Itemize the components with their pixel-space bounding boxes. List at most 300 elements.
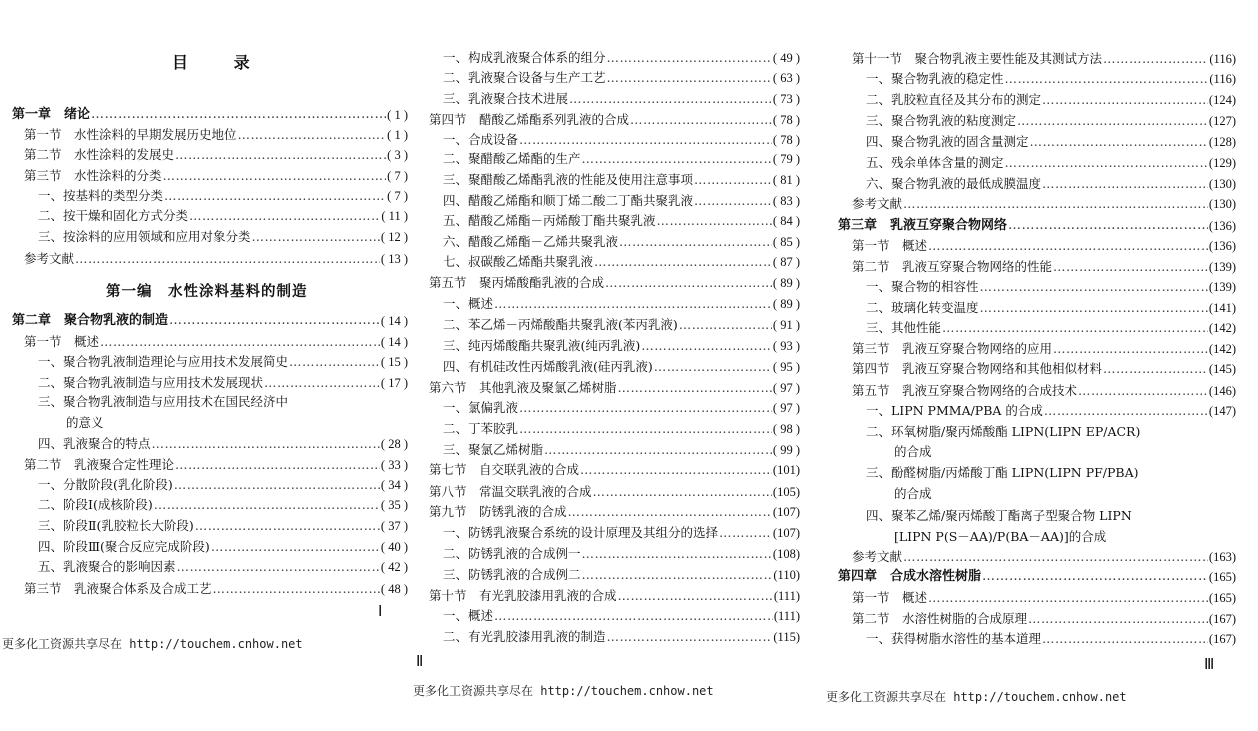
- footer-link-3: 更多化工资源共享尽在 http://touchem.cnhow.net: [826, 690, 1127, 704]
- toc-entry: [443, 398, 800, 418]
- toc-entry-page: (130): [1208, 197, 1236, 211]
- toc-entry: [443, 191, 800, 211]
- toc-entry: [24, 125, 408, 145]
- toc-entry-page: ( 33 ): [380, 458, 408, 472]
- dot-leader: [618, 586, 773, 606]
- toc-entry-title: 第一节 概述: [852, 238, 928, 253]
- dot-leader: [694, 191, 772, 211]
- toc-entry-title: 二、有光乳胶漆用乳液的制造: [443, 629, 606, 644]
- toc-entry-page: ( 89 ): [772, 297, 800, 311]
- toc-entry-page: ( 99 ): [772, 443, 800, 457]
- toc-entry: [38, 537, 408, 557]
- dot-leader: [593, 482, 772, 502]
- toc-entry-page: (165): [1208, 570, 1236, 584]
- toc-entry-page: (107): [772, 526, 800, 540]
- toc-entry: [894, 484, 1236, 504]
- toc-entry: [38, 495, 408, 515]
- dot-leader: [1030, 132, 1208, 152]
- dot-leader: [928, 588, 1208, 608]
- toc-entry: [443, 315, 800, 335]
- toc-entry-page: ( 48 ): [380, 582, 408, 596]
- toc-entry-page: ( 97 ): [772, 401, 800, 415]
- toc-entry-page: (142): [1208, 342, 1236, 356]
- toc-entry-page: (130): [1208, 177, 1236, 191]
- toc-entry-page: ( 63 ): [772, 71, 800, 85]
- toc-entry: [852, 547, 1236, 567]
- toc-entry: [38, 516, 408, 536]
- dot-leader: [195, 516, 380, 536]
- toc-entry: [38, 352, 408, 372]
- toc-entry-title: 二、环氧树脂/聚丙烯酸酯 LIPN(LIPN EP/ACR): [866, 424, 1141, 439]
- toc-entry: [852, 381, 1236, 401]
- dot-leader: [177, 557, 380, 577]
- toc-entry-title: 二、乳胶粒直径及其分布的测定: [866, 92, 1042, 107]
- toc-entry: [866, 174, 1236, 194]
- toc-entry: [443, 211, 800, 231]
- toc-entry-page: ( 11 ): [381, 209, 408, 223]
- toc-entry-title: 一、聚合物的相容性: [866, 279, 979, 294]
- dot-leader: [1017, 111, 1208, 131]
- toc-entry-title: 二、防锈乳液的合成例一: [443, 546, 581, 561]
- toc-entry: [866, 506, 1236, 526]
- dot-leader: [544, 440, 772, 460]
- toc-entry: [38, 373, 408, 393]
- toc-entry: [866, 153, 1236, 173]
- toc-entry-title: 四、有机硅改性丙烯酸乳液(硅丙乳液): [443, 359, 653, 374]
- toc-entry-page: (115): [773, 630, 800, 644]
- dot-leader: [569, 89, 772, 109]
- toc-entry-page: (147): [1208, 404, 1236, 418]
- toc-entry-title: 第三节 乳液聚合体系及合成工艺: [24, 581, 212, 596]
- toc-entry: [24, 145, 408, 165]
- toc-entry: [866, 422, 1236, 442]
- toc-entry-page: (145): [1208, 362, 1236, 376]
- dot-leader: [289, 352, 380, 372]
- toc-entry-title: 一、氯偏乳液: [443, 400, 519, 415]
- toc-entry: [38, 557, 408, 577]
- toc-entry: [24, 579, 408, 599]
- toc-entry: [866, 298, 1236, 318]
- dot-leader: [619, 232, 772, 252]
- toc-entry: [443, 544, 800, 564]
- toc-entry-page: (107): [772, 505, 800, 519]
- dot-leader: [174, 475, 380, 495]
- toc-entry-title: 的合成: [894, 486, 932, 501]
- toc-entry-title: [LIPN P(S－AA)/P(BA－AA)]的合成: [894, 529, 1107, 544]
- toc-entry-page: ( 91 ): [772, 318, 800, 332]
- toc-entry-title: 三、纯丙烯酸酯共聚乳液(纯丙乳液): [443, 338, 641, 353]
- dot-leader: [175, 145, 386, 165]
- toc-entry: [38, 227, 408, 247]
- toc-entry: [852, 609, 1236, 629]
- dot-leader: [607, 48, 772, 68]
- toc-entry: [443, 606, 800, 626]
- toc-entry-title: 第一节 概述: [24, 334, 100, 349]
- dot-leader: [1078, 381, 1208, 401]
- toc-entry: [443, 89, 800, 109]
- toc-entry-title: 五、乳液聚合的影响因素: [38, 559, 176, 574]
- dot-leader: [903, 547, 1208, 567]
- toc-entry: [24, 332, 408, 352]
- toc-entry-title: 二、聚醋酸乙烯酯的生产: [443, 151, 581, 166]
- page-title: 目 录: [172, 53, 270, 72]
- toc-entry-title: 参考文献: [852, 549, 903, 564]
- dot-leader: [582, 565, 773, 585]
- dot-leader: [1053, 257, 1208, 277]
- dot-leader: [657, 211, 772, 231]
- toc-entry-page: (165): [1208, 591, 1236, 605]
- dot-leader: [1008, 216, 1208, 236]
- toc-entry: [443, 627, 800, 647]
- toc-entry-page: (139): [1208, 280, 1236, 294]
- dot-leader: [264, 373, 380, 393]
- toc-entry-page: ( 83 ): [772, 194, 800, 208]
- toc-entry-page: ( 93 ): [772, 339, 800, 353]
- dot-leader: [1044, 401, 1208, 421]
- toc-entry-page: (111): [773, 589, 800, 603]
- toc-entry: [866, 277, 1236, 297]
- toc-entry: [38, 434, 408, 454]
- dot-leader: [582, 149, 772, 169]
- toc-entry-page: ( 81 ): [772, 173, 800, 187]
- toc-entry-page: ( 49 ): [772, 51, 800, 65]
- toc-entry: [443, 440, 800, 460]
- toc-entry-page: ( 97 ): [772, 381, 800, 395]
- toc-entry-title: 一、分散阶段(乳化阶段): [38, 477, 173, 492]
- toc-entry-title: 第一章 绪论: [12, 107, 91, 122]
- toc-entry: [852, 588, 1236, 608]
- toc-entry: [38, 206, 408, 226]
- toc-entry: [852, 49, 1236, 69]
- toc-entry-title: 第十节 有光乳胶漆用乳液的合成: [429, 588, 617, 603]
- toc-entry-page: (110): [773, 568, 800, 582]
- toc-entry-page: ( 12 ): [380, 230, 408, 244]
- dot-leader: [189, 206, 380, 226]
- toc-entry: [24, 166, 408, 186]
- toc-entry-title: 的意义: [66, 415, 104, 430]
- toc-entry-page: ( 3 ): [387, 148, 408, 162]
- dot-leader: [169, 311, 380, 331]
- toc-entry-page: ( 1 ): [387, 128, 408, 142]
- dot-leader: [1005, 69, 1209, 89]
- dot-leader: [1005, 153, 1208, 173]
- toc-entry-title: 第三节 水性涂料的分类: [24, 168, 162, 183]
- toc-entry-title: 参考文献: [24, 251, 75, 266]
- dot-leader: [1103, 49, 1208, 69]
- dot-leader: [152, 434, 380, 454]
- toc-entry-title: 第四节 醋酸乙烯酯系列乳液的合成: [429, 112, 630, 127]
- toc-entry: [38, 392, 408, 412]
- toc-entry-page: (111): [773, 609, 800, 623]
- toc-entry-title: 二、阶段Ⅰ(成核阶段): [38, 497, 153, 512]
- toc-entry-title: 四、乳液聚合的特点: [38, 436, 151, 451]
- toc-entry: [38, 475, 408, 495]
- toc-entry: [443, 232, 800, 252]
- toc-entry-page: (167): [1208, 612, 1236, 626]
- toc-entry: [866, 132, 1236, 152]
- toc-entry: [866, 401, 1236, 421]
- toc-entry-page: ( 40 ): [380, 540, 408, 554]
- toc-entry-page: ( 89 ): [772, 276, 800, 290]
- toc-entry-title: 三、酚醛树脂/丙烯酸丁酯 LIPN(LIPN PF/PBA): [866, 465, 1139, 480]
- toc-entry-title: 第八节 常温交联乳液的合成: [429, 484, 592, 499]
- toc-entry-title: 第四节 乳液互穿聚合物网络和其他相似材料: [852, 361, 1103, 376]
- toc-entry-page: (136): [1208, 219, 1236, 233]
- part-title: 第一编 水性涂料基料的制造: [106, 283, 308, 300]
- toc-entry-title: 一、概述: [443, 608, 494, 623]
- toc-entry: [852, 236, 1236, 256]
- toc-entry-page: ( 7 ): [387, 169, 408, 183]
- toc-entry-page: ( 34 ): [380, 478, 408, 492]
- toc-entry-page: ( 15 ): [380, 355, 408, 369]
- dot-leader: [164, 186, 386, 206]
- toc-entry-page: (128): [1208, 135, 1236, 149]
- toc-entry: [429, 378, 800, 398]
- dot-leader: [213, 579, 380, 599]
- toc-entry: [443, 357, 800, 377]
- toc-entry-page: ( 1 ): [387, 108, 408, 122]
- toc-entry: [443, 170, 800, 190]
- dot-leader: [694, 170, 772, 190]
- toc-entry-page: ( 78 ): [772, 133, 800, 147]
- dot-leader: [980, 277, 1208, 297]
- page-folio-1: Ⅰ: [378, 604, 383, 620]
- toc-entry-page: (105): [772, 485, 800, 499]
- toc-entry-page: (136): [1208, 239, 1236, 253]
- toc-entry-title: 第六节 其他乳液及聚氯乙烯树脂: [429, 380, 617, 395]
- dot-leader: [903, 194, 1208, 214]
- toc-entry-page: (139): [1208, 260, 1236, 274]
- toc-entry-page: (116): [1209, 52, 1236, 66]
- toc-entry-title: 第一节 概述: [852, 590, 928, 605]
- toc-entry: [429, 502, 800, 522]
- dot-leader: [679, 315, 772, 335]
- dot-leader: [1042, 629, 1208, 649]
- toc-entry-title: 三、乳液聚合技术进展: [443, 91, 569, 106]
- toc-entry: [443, 523, 800, 543]
- toc-entry-page: (129): [1208, 156, 1236, 170]
- toc-entry-title: 第十一节 聚合物乳液主要性能及其测试方法: [852, 51, 1103, 66]
- toc-entry: [866, 463, 1236, 483]
- toc-entry-page: (124): [1208, 93, 1236, 107]
- toc-entry: [852, 194, 1236, 214]
- toc-entry-page: ( 85 ): [772, 235, 800, 249]
- toc-entry: [443, 149, 800, 169]
- toc-entry-page: ( 13 ): [380, 252, 408, 266]
- toc-entry-page: ( 42 ): [380, 560, 408, 574]
- toc-entry-title: 第五节 乳液互穿聚合物网络的合成技术: [852, 383, 1078, 398]
- toc-entry-title: 一、合成设备: [443, 132, 519, 147]
- dot-leader: [75, 249, 380, 269]
- toc-entry-page: ( 14 ): [380, 314, 408, 328]
- toc-entry-page: ( 73 ): [772, 92, 800, 106]
- dot-leader: [607, 627, 773, 647]
- toc-entry-title: 第五节 聚丙烯酸酯乳液的合成: [429, 275, 605, 290]
- toc-entry-title: 一、构成乳液聚合体系的组分: [443, 50, 606, 65]
- toc-entry: [12, 311, 408, 331]
- toc-entry: [429, 586, 800, 606]
- toc-entry-title: 六、聚合物乳液的最低成膜温度: [866, 176, 1042, 191]
- toc-entry: [866, 629, 1236, 649]
- toc-entry-page: ( 35 ): [380, 498, 408, 512]
- toc-entry-page: (101): [772, 463, 800, 477]
- dot-leader: [928, 236, 1208, 256]
- toc-entry-page: ( 28 ): [380, 437, 408, 451]
- toc-entry-page: ( 17 ): [380, 376, 408, 390]
- toc-entry-title: 第七节 自交联乳液的合成: [429, 462, 580, 477]
- toc-entry: [66, 413, 408, 433]
- toc-entry-title: 一、获得树脂水溶性的基本道理: [866, 631, 1042, 646]
- dot-leader: [618, 378, 772, 398]
- toc-entry-page: (141): [1208, 301, 1236, 315]
- toc-entry-page: ( 7 ): [387, 189, 408, 203]
- dot-leader: [982, 567, 1208, 587]
- dot-leader: [719, 523, 772, 543]
- toc-entry-page: ( 78 ): [772, 113, 800, 127]
- toc-entry: [894, 442, 1236, 462]
- toc-entry-page: ( 98 ): [772, 422, 800, 436]
- toc-entry: [852, 257, 1236, 277]
- toc-entry-title: 参考文献: [852, 196, 903, 211]
- toc-entry-title: 四、聚苯乙烯/聚丙烯酸丁酯离子型聚合物 LIPN: [866, 508, 1132, 523]
- footer-link-2: 更多化工资源共享尽在 http://touchem.cnhow.net: [413, 684, 714, 698]
- toc-entry-title: 五、醋酸乙烯酯－丙烯酸丁酯共聚乳液: [443, 213, 656, 228]
- toc-entry-title: 三、其他性能: [866, 320, 942, 335]
- toc-entry: [894, 527, 1236, 547]
- dot-leader: [641, 336, 772, 356]
- toc-entry: [852, 339, 1236, 359]
- dot-leader: [568, 502, 772, 522]
- toc-entry: [443, 419, 800, 439]
- toc-entry-title: 一、按基料的类型分类: [38, 188, 164, 203]
- dot-leader: [494, 294, 772, 314]
- dot-leader: [942, 318, 1208, 338]
- dot-leader: [654, 357, 772, 377]
- toc-entry: [429, 482, 800, 502]
- toc-entry-title: 第二节 乳液互穿聚合物网络的性能: [852, 259, 1053, 274]
- toc-entry: [429, 273, 800, 293]
- toc-entry-title: 第三章 乳液互穿聚合物网络: [838, 218, 1008, 233]
- toc-entry-page: (163): [1208, 550, 1236, 564]
- toc-entry-page: (167): [1208, 632, 1236, 646]
- toc-entry: [443, 130, 800, 150]
- toc-entry-title: 三、聚醋酸乙烯酯乳液的性能及使用注意事项: [443, 172, 694, 187]
- toc-entry-title: 一、防锈乳液聚合系统的设计原理及其组分的选择: [443, 525, 719, 540]
- toc-entry-title: 七、叔碳酸乙烯酯共聚乳液: [443, 254, 594, 269]
- toc-entry-page: (146): [1208, 384, 1236, 398]
- dot-leader: [630, 110, 772, 130]
- dot-leader: [91, 105, 386, 125]
- toc-entry-title: 第二节 水溶性树脂的合成原理: [852, 611, 1028, 626]
- toc-entry-title: 六、醋酸乙烯酯－乙烯共聚乳液: [443, 234, 619, 249]
- toc-entry-title: 第四章 合成水溶性树脂: [838, 569, 982, 584]
- dot-leader: [100, 332, 380, 352]
- dot-leader: [1053, 339, 1208, 359]
- dot-leader: [1103, 359, 1208, 379]
- footer-link-1: 更多化工资源共享尽在 http://touchem.cnhow.net: [2, 637, 303, 651]
- toc-entry-title: 第二节 乳液聚合定性理论: [24, 457, 175, 472]
- dot-leader: [519, 419, 772, 439]
- toc-entry-title: 三、聚氯乙烯树脂: [443, 442, 544, 457]
- toc-entry-title: 三、防锈乳液的合成例二: [443, 567, 581, 582]
- toc-entry-page: ( 95 ): [772, 360, 800, 374]
- dot-leader: [211, 537, 380, 557]
- dot-leader: [163, 166, 387, 186]
- toc-entry-page: (127): [1208, 114, 1236, 128]
- toc-entry: [443, 565, 800, 585]
- dot-leader: [980, 298, 1208, 318]
- dot-leader: [594, 252, 772, 272]
- toc-entry-page: ( 14 ): [380, 335, 408, 349]
- toc-entry-title: 三、阶段Ⅱ(乳胶粒长大阶段): [38, 518, 194, 533]
- toc-entry-title: 三、按涂料的应用领域和应用对象分类: [38, 229, 251, 244]
- toc-entry: [443, 68, 800, 88]
- toc-entry-title: 二、丁苯胶乳: [443, 421, 519, 436]
- toc-entry: [866, 111, 1236, 131]
- dot-leader: [607, 68, 772, 88]
- toc-entry-title: 一、聚合物乳液制造理论与应用技术发展简史: [38, 354, 289, 369]
- toc-entry: [838, 567, 1236, 587]
- page-folio-2: Ⅱ: [416, 654, 424, 670]
- toc-entry-title: 二、苯乙烯－丙烯酸酯共聚乳液(苯丙乳液): [443, 317, 678, 332]
- toc-entry-title: 一、聚合物乳液的稳定性: [866, 71, 1004, 86]
- toc-entry-title: 四、聚合物乳液的固含量测定: [866, 134, 1029, 149]
- toc-entry: [443, 336, 800, 356]
- dot-leader: [580, 460, 772, 480]
- dot-leader: [154, 495, 380, 515]
- dot-leader: [1042, 174, 1208, 194]
- page-folio-3: Ⅲ: [1204, 657, 1215, 673]
- toc-entry-title: 第一节 水性涂料的早期发展历史地位: [24, 127, 237, 142]
- toc-entry-title: 一、LIPN PMMA/PBA 的合成: [866, 403, 1043, 418]
- toc-entry-title: 第二节 水性涂料的发展史: [24, 147, 175, 162]
- toc-entry-title: 三、聚合物乳液制造与应用技术在国民经济中: [38, 394, 289, 409]
- toc-entry-page: ( 37 ): [380, 519, 408, 533]
- dot-leader: [238, 125, 387, 145]
- dot-leader: [1028, 609, 1208, 629]
- dot-leader: [519, 130, 772, 150]
- toc-entry: [443, 48, 800, 68]
- toc-entry-title: 五、残余单体含量的测定: [866, 155, 1004, 170]
- toc-entry: [24, 455, 408, 475]
- dot-leader: [519, 398, 772, 418]
- toc-entry: [866, 90, 1236, 110]
- toc-entry: [866, 318, 1236, 338]
- toc-entry: [429, 110, 800, 130]
- toc-entry-title: 四、醋酸乙烯酯和顺丁烯二酸二丁酯共聚乳液: [443, 193, 694, 208]
- dot-leader: [1042, 90, 1208, 110]
- dot-leader: [582, 544, 772, 564]
- dot-leader: [605, 273, 772, 293]
- toc-entry-page: (108): [772, 547, 800, 561]
- toc-entry: [443, 294, 800, 314]
- toc-entry: [443, 252, 800, 272]
- toc-entry-title: 一、概述: [443, 296, 494, 311]
- toc-entry-title: 第九节 防锈乳液的合成: [429, 504, 567, 519]
- toc-entry: [24, 249, 408, 269]
- toc-entry-title: 的合成: [894, 444, 932, 459]
- toc-entry-title: 三、聚合物乳液的粘度测定: [866, 113, 1017, 128]
- toc-entry-title: 二、玻璃化转变温度: [866, 300, 979, 315]
- toc-entry-title: 四、阶段Ⅲ(聚合反应完成阶段): [38, 539, 210, 554]
- toc-entry-page: ( 84 ): [772, 214, 800, 228]
- toc-entry: [852, 359, 1236, 379]
- toc-entry-page: ( 79 ): [772, 152, 800, 166]
- toc-entry: [38, 186, 408, 206]
- toc-entry-page: ( 87 ): [772, 255, 800, 269]
- toc-entry-page: (142): [1208, 321, 1236, 335]
- toc-entry-title: 二、按干燥和固化方式分类: [38, 208, 189, 223]
